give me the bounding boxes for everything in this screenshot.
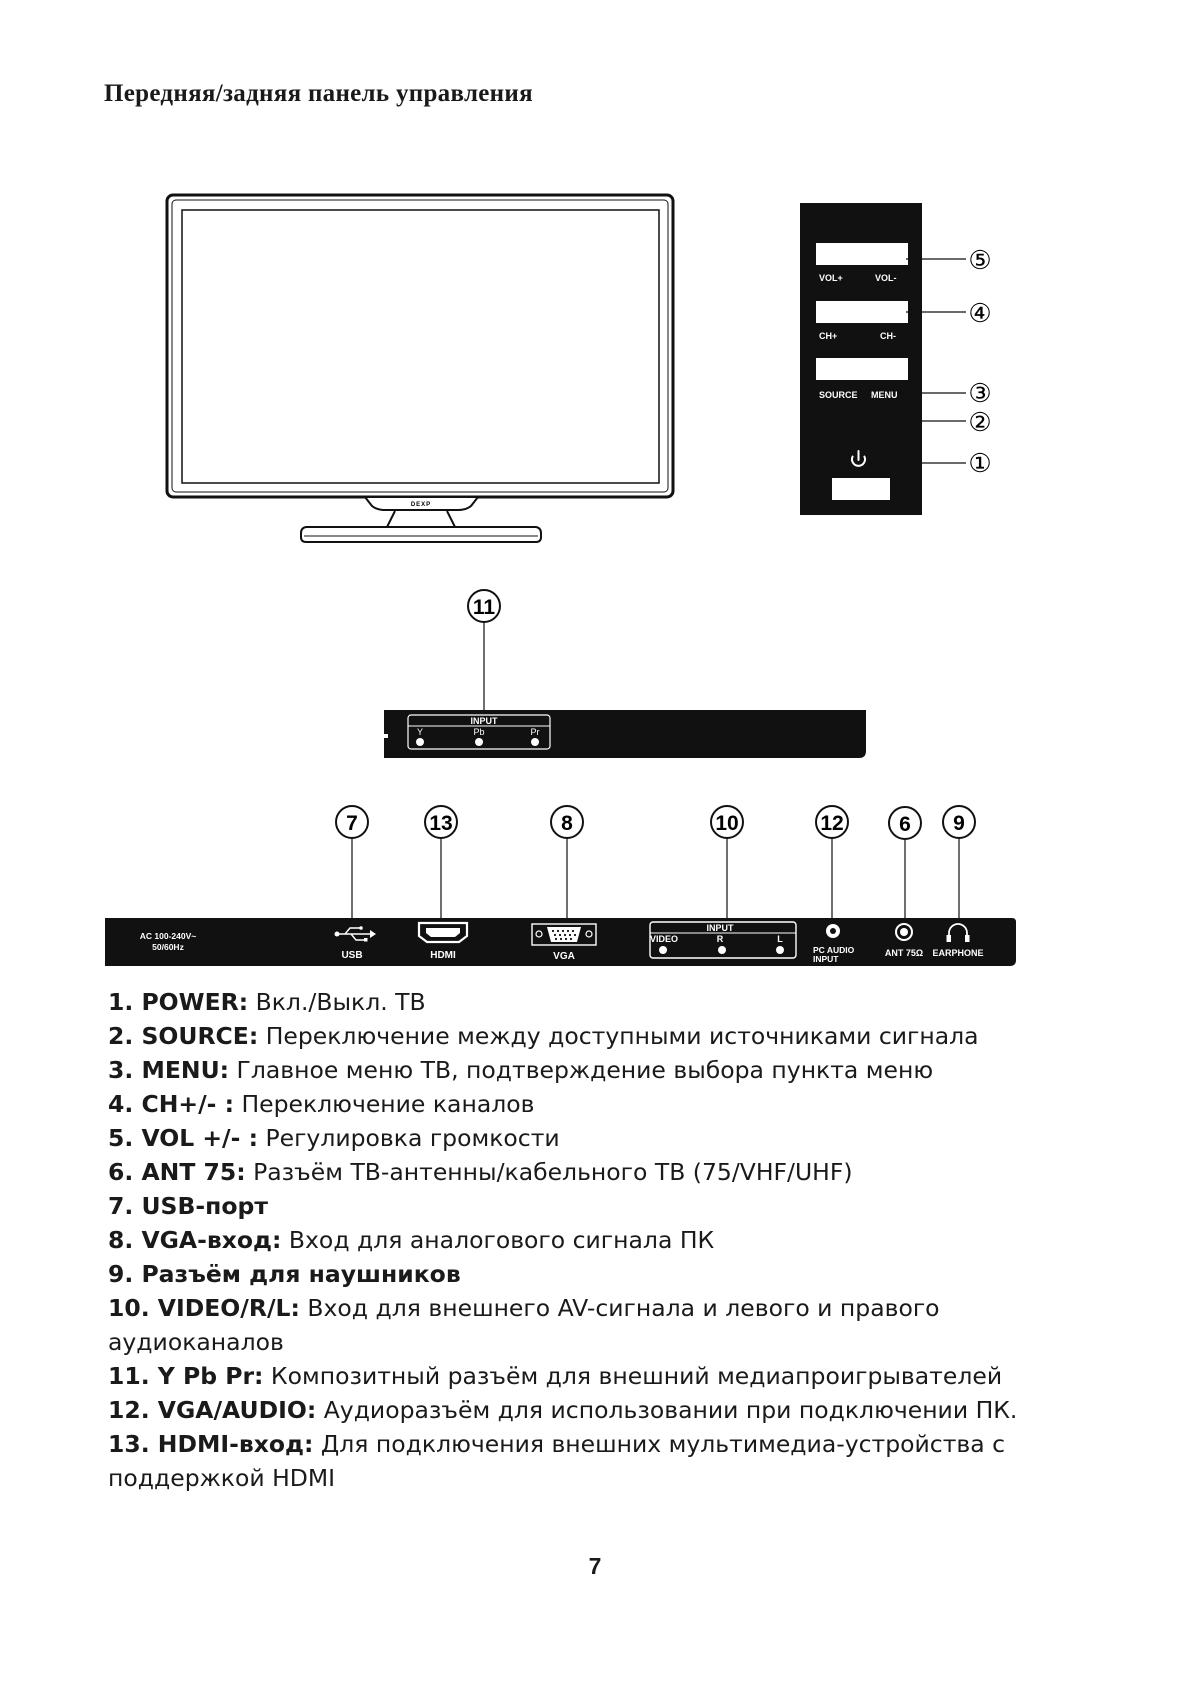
legend-term: 4. CH+/- :: [108, 1090, 234, 1118]
legend-term: 9. Разъём для наушников: [108, 1260, 461, 1288]
hdmi-port-label: HDMI: [430, 950, 456, 961]
antenna-port-center: [900, 928, 908, 936]
source-label: SOURCE: [819, 390, 858, 400]
av-video-label: VIDEO: [650, 934, 679, 944]
legend-term: 10. VIDEO/R/L:: [108, 1294, 300, 1322]
av-video-port[interactable]: [659, 946, 667, 954]
power-button[interactable]: [832, 478, 890, 500]
legend-item: [108, 1155, 1068, 1189]
legend-text: Вход для аналогового сигнала ПК: [281, 1226, 715, 1254]
callout-5: ⑤: [968, 245, 992, 275]
legend-text: Главное меню ТВ, подтверждение выбора пункта меню: [229, 1056, 934, 1084]
component-input-header: INPUT: [470, 716, 498, 726]
legend-text: Переключение между доступными источниками сигнала: [258, 1022, 979, 1050]
ch-plus-label: CH+: [819, 331, 838, 341]
pc-audio-label-line1: PC AUDIO: [813, 945, 855, 955]
rear-connector-panel: [105, 918, 1016, 966]
component-pb-port[interactable]: [475, 738, 483, 746]
legend-item: [108, 1189, 1068, 1223]
legend-text: Переключение каналов: [233, 1090, 535, 1118]
callout-11: 11: [472, 596, 496, 619]
ch-rocker-button[interactable]: [816, 301, 908, 323]
av-l-label: L: [777, 934, 783, 944]
component-pb-label: Pb: [473, 727, 485, 737]
legend-text: Для подключения внешних мультимедиа-устройства с поддержкой HDMI: [108, 1430, 1006, 1492]
legend-item: [108, 1121, 1068, 1155]
legend-text: Композитный разъём для внешний медиапроигрывателей: [263, 1362, 1003, 1390]
callout-10: 10: [715, 812, 739, 835]
legend-item: [108, 1291, 1068, 1359]
callout-2: ②: [968, 407, 992, 437]
tv-stand-neck: [387, 511, 455, 527]
component-pr-port[interactable]: [531, 738, 539, 746]
legend-text: Вкл./Выкл. ТВ: [248, 988, 426, 1016]
legend-item: [108, 985, 1068, 1019]
legend-term: 3. MENU:: [108, 1056, 230, 1084]
legend-item: [108, 1427, 1068, 1495]
av-r-port[interactable]: [718, 946, 726, 954]
callout-13: 13: [429, 812, 453, 835]
component-y-label: Y: [416, 727, 424, 737]
legend-item: [108, 1393, 1068, 1427]
component-pr-label: Pr: [530, 727, 540, 737]
usb-port-label: USB: [341, 950, 363, 961]
av-l-port[interactable]: [776, 946, 784, 954]
legend-item: [108, 1019, 1068, 1053]
callout-9: 9: [953, 812, 965, 835]
legend-item: [108, 1087, 1068, 1121]
page-title: Передняя/задняя панель управления: [104, 80, 533, 107]
tv-stand-base: [301, 527, 541, 542]
controls-legend: [108, 985, 1068, 1495]
power-rating-line2: 50/60Hz: [152, 942, 184, 952]
legend-text: Регулировка громкости: [257, 1124, 560, 1152]
component-y-port[interactable]: [416, 738, 424, 746]
legend-term: 6. ANT 75:: [108, 1158, 246, 1186]
callout-6: 6: [899, 813, 911, 836]
tv-front-illustration: [167, 195, 673, 542]
ch-minus-label: CH-: [880, 331, 896, 341]
tv-brand-logo: DEXP: [410, 502, 432, 508]
earphone-port-label: EARPHONE: [932, 948, 984, 958]
av-input-header: INPUT: [706, 923, 734, 933]
legend-text: Аудиоразъём для использовании при подключении ПК.: [316, 1396, 1018, 1424]
rear-panel-callouts: [336, 806, 975, 922]
callout-7: 7: [346, 812, 358, 835]
callout-4: ④: [968, 298, 992, 328]
legend-text: Разъём ТВ-антенны/кабельного ТВ (75/VHF/UHF): [245, 1158, 853, 1186]
menu-label: MENU: [871, 390, 898, 400]
pc-audio-port-hole: [830, 928, 836, 934]
legend-item: [108, 1257, 1068, 1291]
legend-term: 13. HDMI-вход:: [108, 1430, 314, 1458]
callout-1: ①: [968, 448, 992, 478]
side-control-panel: [800, 203, 922, 515]
callout-3: ③: [968, 378, 992, 408]
legend-term: 8. VGA-вход:: [108, 1226, 282, 1254]
component-input-panel: [384, 590, 866, 758]
legend-term: 12. VGA/AUDIO:: [108, 1396, 317, 1424]
antenna-port-label: ANT 75Ω: [884, 948, 924, 958]
page-number: 7: [588, 1553, 602, 1579]
legend-text: Вход для внешнего AV-сигнала и левого и правого аудиоканалов: [108, 1294, 940, 1356]
callout-8: 8: [561, 812, 573, 835]
legend-item: [108, 1053, 1068, 1087]
legend-term: 11. Y Pb Pr:: [108, 1362, 264, 1390]
callout-12: 12: [820, 812, 844, 835]
vol-rocker-button[interactable]: [816, 243, 908, 265]
av-r-label: R: [716, 934, 724, 944]
legend-term: 2. SOURCE:: [108, 1022, 259, 1050]
vol-plus-label: VOL+: [819, 273, 843, 283]
vol-minus-label: VOL-: [875, 273, 897, 283]
source-menu-button[interactable]: [816, 358, 908, 380]
hdmi-port-inner: [426, 928, 460, 937]
legend-term: 5. VOL +/- :: [108, 1124, 258, 1152]
tv-screen: [182, 210, 659, 483]
pc-audio-label-line2: INPUT: [813, 954, 839, 964]
legend-term: 1. POWER:: [108, 988, 249, 1016]
vga-port-label: VGA: [553, 951, 575, 962]
component-panel-body: [384, 710, 866, 758]
legend-item: [108, 1223, 1068, 1257]
power-rating-line1: AC 100-240V~: [139, 931, 197, 941]
legend-term: 7. USB-порт: [108, 1192, 268, 1220]
legend-item: [108, 1359, 1068, 1393]
